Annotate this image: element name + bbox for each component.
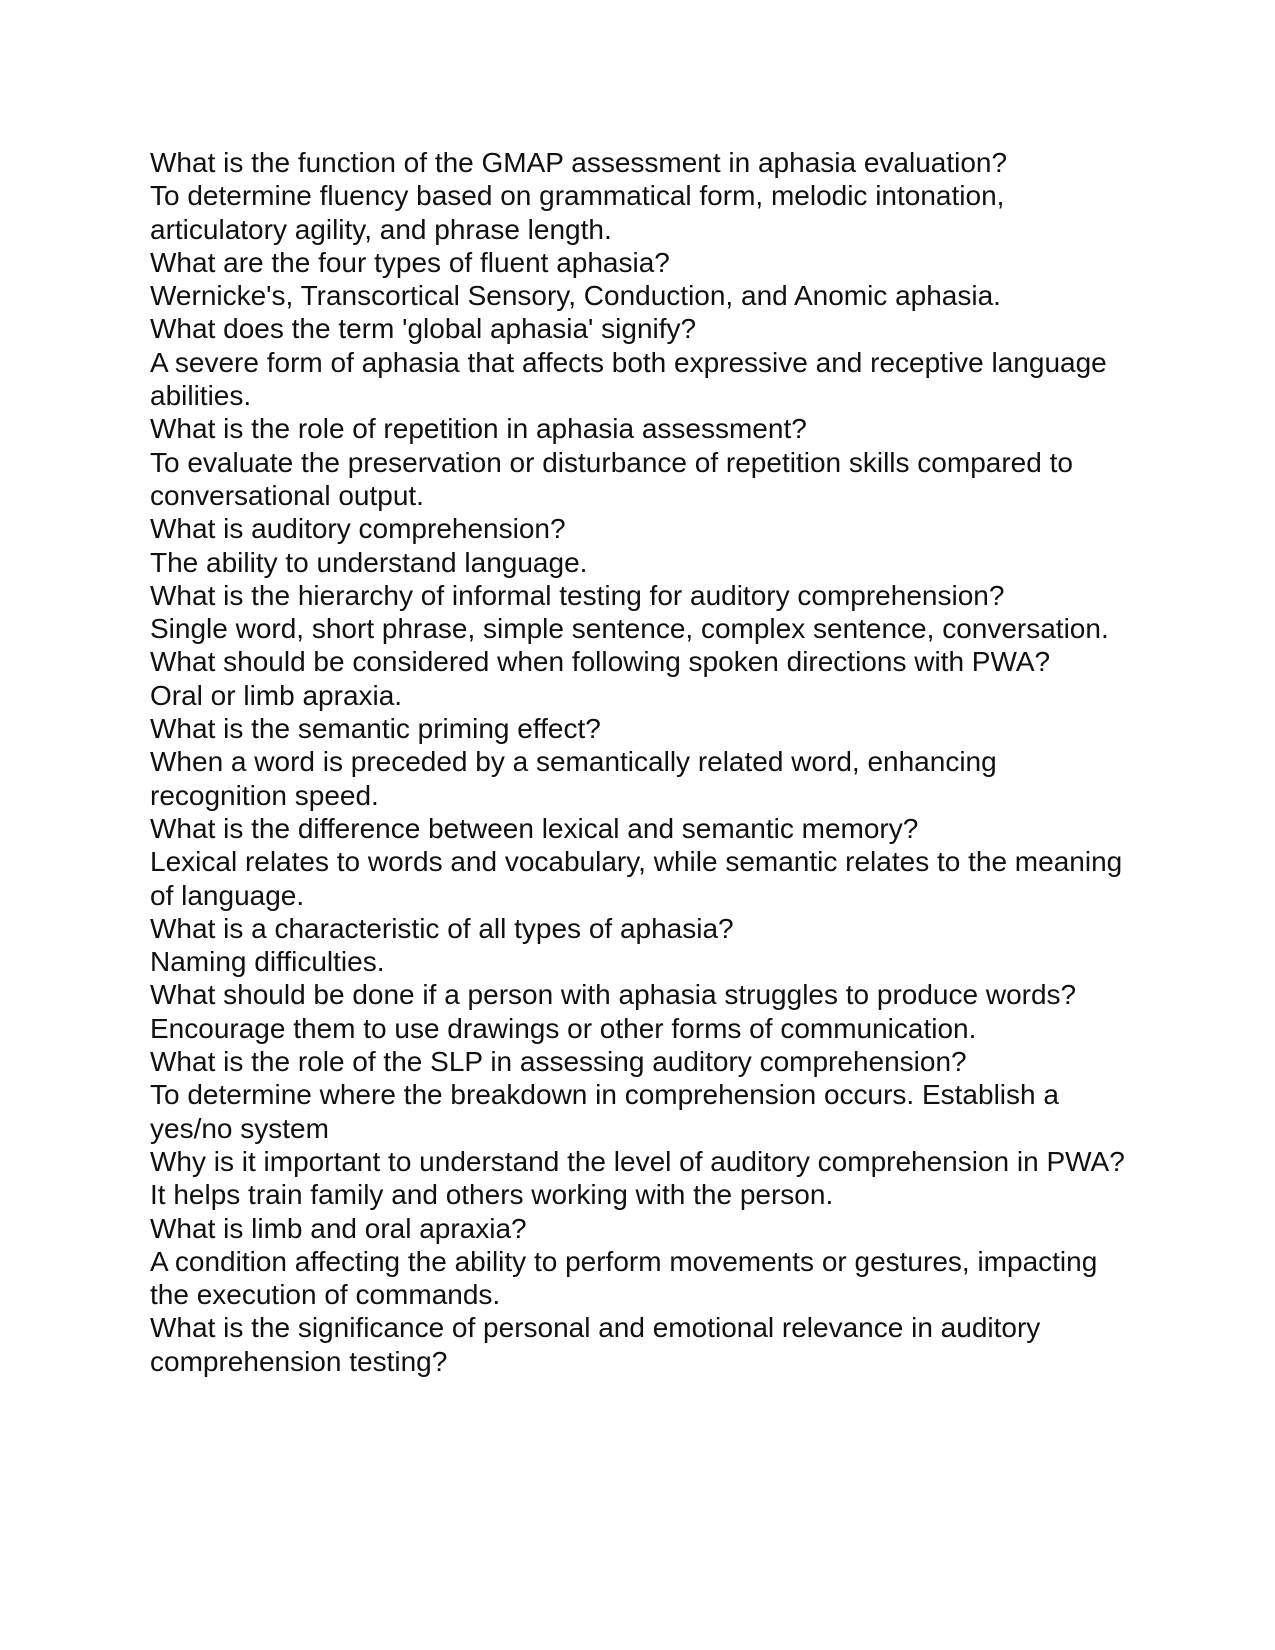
answer-text: When a word is preceded by a semantically related word, enhancing recognition speed. xyxy=(150,746,997,811)
question-text: What should be considered when following spoken directions with PWA? xyxy=(150,646,1051,678)
answer-text: Oral or limb apraxia. xyxy=(150,679,403,711)
question-text: Why is it important to understand the level of auditory comprehension in PWA? xyxy=(150,1145,1125,1177)
question-text: What are the four types of fluent aphasia? xyxy=(150,246,670,278)
question-text: What is the difference between lexical and semantic memory? xyxy=(150,812,919,844)
question-text: What does the term 'global aphasia' signify? xyxy=(150,313,697,345)
answer-text: Single word, short phrase, simple sentence, complex sentence, conversation. xyxy=(150,613,1109,645)
question-text: What should be done if a person with aphasia struggles to produce words? xyxy=(150,979,1077,1011)
question-text: What is limb and oral apraxia? xyxy=(150,1212,527,1244)
answer-text: Lexical relates to words and vocabulary, while semantic relates to the meaning of language. xyxy=(150,846,1123,911)
answer-text: To determine fluency based on grammatical form, melodic intonation, articulatory agility, and phrase length. xyxy=(150,180,1005,245)
answer-text: Encourage them to use drawings or other forms of communication. xyxy=(150,1012,977,1044)
answer-text: A severe form of aphasia that affects both expressive and receptive language abilities. xyxy=(150,346,1107,412)
answer-text: The ability to understand language. xyxy=(150,546,588,578)
answer-text: A condition affecting the ability to perform movements or gestures, impacting the execution of commands. xyxy=(150,1245,1098,1311)
question-text: What is the role of the SLP in assessing auditory comprehension? xyxy=(150,1046,967,1078)
answer-text: To evaluate the preservation or disturbance of repetition skills compared to conversational output. xyxy=(150,446,1073,511)
answer-text: To determine where the breakdown in comprehension occurs. Establish a yes/no system xyxy=(150,1079,1059,1144)
question-text: What is the hierarchy of informal testing for auditory comprehension? xyxy=(150,579,1005,611)
question-text: What is the function of the GMAP assessment in aphasia evaluation? xyxy=(150,147,1008,178)
question-text: What is auditory comprehension? xyxy=(150,513,566,545)
question-text: What is the significance of personal and emotional relevance in auditory comprehension testing? xyxy=(150,1312,1041,1377)
answer-text: It helps train family and others working with the person. xyxy=(150,1179,834,1211)
document-page xyxy=(150,146,1130,1378)
question-text: What is the role of repetition in aphasia assessment? xyxy=(150,413,807,445)
question-text: What is a characteristic of all types of aphasia? xyxy=(150,912,734,944)
question-text: What is the semantic priming effect? xyxy=(150,713,601,745)
answer-text: Wernicke's, Transcortical Sensory, Conduction, and Anomic aphasia. xyxy=(150,280,1001,312)
answer-text: Naming difficulties. xyxy=(150,946,385,978)
